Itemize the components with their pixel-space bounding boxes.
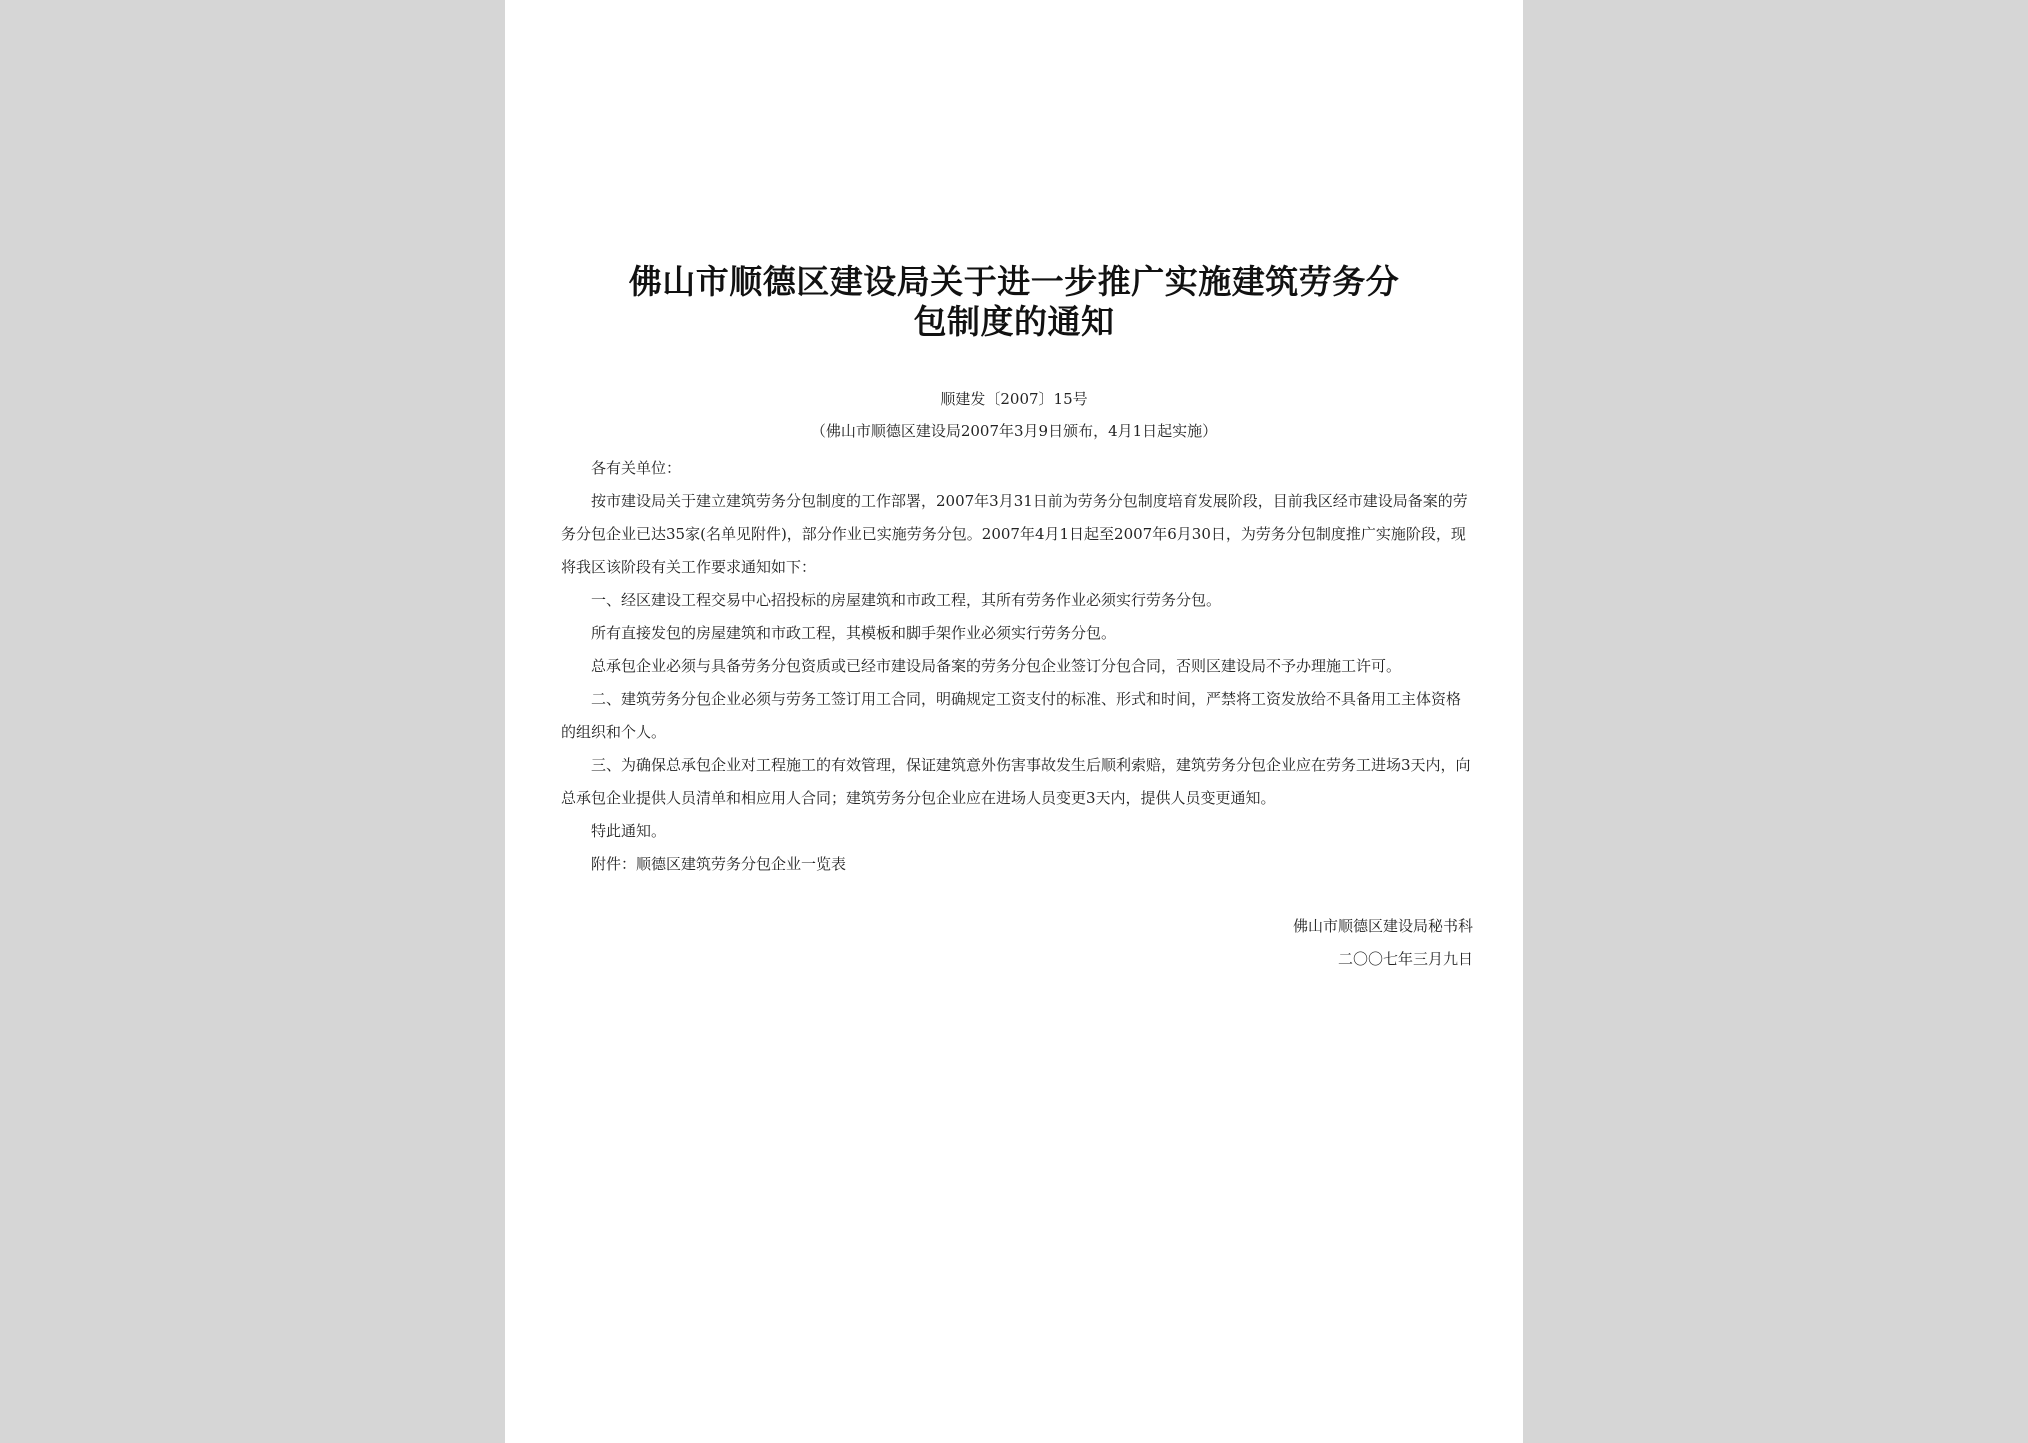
document-title [505, 262, 1523, 342]
title-line-1: 佛山市顺德区建设局关于进一步推广实施建筑劳务分 [628, 262, 1400, 301]
issue-date: 二〇〇七年三月九日 [1337, 950, 1473, 968]
issuer-name: 佛山市顺德区建设局秘书科 [1292, 917, 1473, 935]
attachment-note: 附件：顺德区建筑劳务分包企业一览表 [591, 855, 847, 873]
paragraph-item-1-sub-a: 所有直接发包的房屋建筑和市政工程，其模板和脚手架作业必须实行劳务分包。 [591, 624, 1117, 642]
title-line-2: 包制度的通知 [913, 302, 1115, 341]
closing-note: 特此通知。 [591, 822, 667, 840]
issue-note: （佛山市顺德区建设局2007年3月9日颁布，4月1日起实施） [810, 422, 1218, 440]
signature-block [561, 910, 1473, 976]
paragraph-item-1: 一、经区建设工程交易中心招投标的房屋建筑和市政工程，其所有劳务作业必须实行劳务分包。 [591, 591, 1222, 609]
document-page [505, 0, 1523, 1443]
paragraph-intro: 按市建设局关于建立建筑劳务分包制度的工作部署，2007年3月31日前为劳务分包制度培育发展阶段，目前我区经市建设局备案的劳务分包企业已达35家(名单见附件)，部分作业已实施劳务分包。2007年4月1日起至2007年6月30日，为劳务分包制度推广实施阶段，现将我区该阶段有关工作要求通知如下： [561, 492, 1468, 576]
paragraph-item-1-sub-b: 总承包企业必须与具备劳务分包资质或已经市建设局备案的劳务分包企业签订分包合同，否则区建设局不予办理施工许可。 [591, 657, 1402, 675]
paragraph-item-3: 三、为确保总承包企业对工程施工的有效管理，保证建筑意外伤害事故发生后顺利索赔，建筑劳务分包企业应在劳务工进场3天内，向总承包企业提供人员清单和相应用人合同；建筑劳务分包企业应在进场人员变更3天内，提供人员变更通知。 [561, 756, 1471, 807]
document-body [561, 452, 1473, 881]
paragraph-item-2: 二、建筑劳务分包企业必须与劳务工签订用工合同，明确规定工资支付的标准、形式和时间，严禁将工资发放给不具备用工主体资格的组织和个人。 [561, 690, 1462, 741]
salutation: 各有关单位： [591, 459, 682, 477]
document-number: 顺建发〔2007〕15号 [940, 390, 1088, 408]
